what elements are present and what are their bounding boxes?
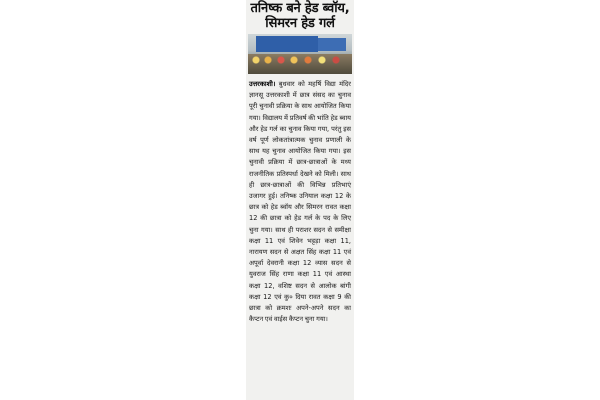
article-text: बुधवार को महर्षि विद्या मंदिर ज्ञानसू उत्तरकाशी में छात्र संसद का चुनाव पूरी चुनावी प्रक्रिया के साथ आयोजित किया गया। विद्यालय में प्रतिवर्ष की भांति हेड ब्वाय और हेड गर्ल का चुनाव किया गया, परंतु इस वर्ष पूर्ण लोकतांत्रात्मक चुनाव प्रणाली के साथ यह चुनाव आयोजित किया गया। इस चुनावी प्रक्रिया में छात्र-छात्राओं के मध्य राजनीतिक प्रतिस्पर्धा देखने को मिली। साथ ही छात्र-छात्राओं की विभिन्न प्रतिभाएं उजागर हुई। तनिष्क उनियाल कक्षा 12 के छात्र को हेड ब्वॉय और सिमरन रावत कक्षा 12 की छात्रा को हेड गर्ल के पद के लिए चुना गया। साथ ही पराशर सदन से समीक्षा कक्षा 11 एवं शिवेन भट्टड़ा कक्षा 11, नारायण सदन से अक्षत सिंह कक्षा 11 एवं अपूर्वा देवरानी कक्षा 12 व्यास सदन से युवराज सिंह राणा कक्षा 11 एवं आस्था कक्षा 12, वशिष्ट सदन से आलोक बांगी कक्षा 12 एवं कु० दिया रावत कक्षा 9 की छात्रा को क्रमशः अपने-अपने सदन का कैप्टन एवं वाईस कैप्टन चुना गया। xyxy=(249,80,351,324)
newspaper-clipping xyxy=(246,0,354,400)
photo-crowd xyxy=(248,54,352,74)
photo-banner-secondary xyxy=(318,38,346,51)
photo-banner xyxy=(256,36,318,52)
headline: तनिष्क बने हेड ब्वॉय, सिमरन हेड गर्ल xyxy=(250,1,350,31)
article-photo xyxy=(248,34,352,74)
dateline: उत्तरकाशी। xyxy=(249,80,276,88)
article-body xyxy=(249,79,351,325)
